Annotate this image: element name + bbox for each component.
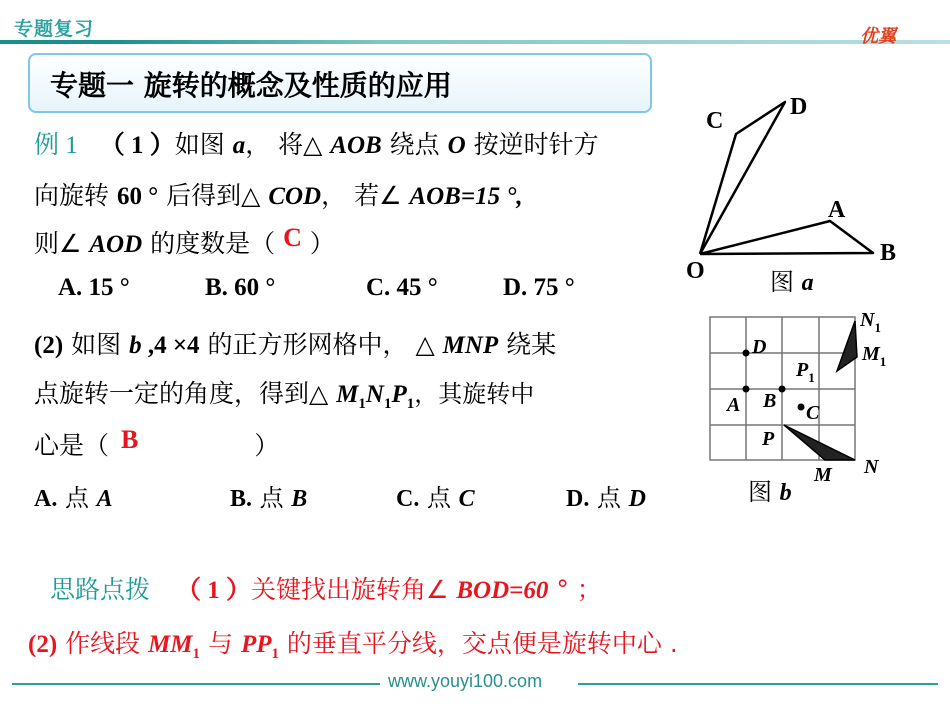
hint-num: (2) xyxy=(28,631,58,658)
q2-line-3 xyxy=(34,426,279,462)
q1-line-3 xyxy=(34,224,335,260)
footer-rule-right xyxy=(578,683,938,685)
fig-b-caption xyxy=(748,472,792,507)
q1-text: 如图 xyxy=(174,130,233,159)
q2-option-d xyxy=(566,478,646,513)
triangle-m1n1p1 xyxy=(837,321,857,371)
sub: 1 xyxy=(383,396,392,412)
q1-text: 按逆时针方 xyxy=(465,130,599,159)
header-rule xyxy=(0,40,950,44)
hint-text: 作线段 xyxy=(57,629,149,658)
sub: 1 xyxy=(358,396,366,412)
q1-text: 向旋转 xyxy=(34,181,117,210)
opt-prefix: B. xyxy=(230,486,253,512)
fig-a-label-d: D xyxy=(790,94,808,120)
fig-b-label-a: A xyxy=(727,394,741,416)
logo-text: 优翼 xyxy=(860,26,896,47)
q1-tri2: COD xyxy=(268,183,322,210)
q2-m: M xyxy=(336,381,359,408)
q2-num: (2) xyxy=(34,332,64,359)
q2-text: ） xyxy=(254,431,280,460)
opt-letter: A xyxy=(96,486,113,512)
fig-a-label-a: A xyxy=(828,197,846,223)
q1-option-b: B. 60 ° xyxy=(205,274,276,301)
q2-text: ，其旋转中 xyxy=(414,380,535,408)
opt-letter: C xyxy=(458,486,475,512)
q1-fig: a xyxy=(232,132,246,159)
q1-label: 例 1 xyxy=(34,132,78,159)
fig-b-label-d: D xyxy=(752,336,767,358)
label-text: M xyxy=(862,343,880,365)
footer-rule-left xyxy=(12,683,380,685)
q1-text: ， 将△ xyxy=(245,130,331,159)
q2-text: 的正方形网格中， △ xyxy=(199,330,443,359)
point-b-dot xyxy=(779,386,786,393)
q2-line-1 xyxy=(34,325,556,361)
fig-b-label-b: B xyxy=(763,390,777,412)
point-d-dot xyxy=(743,350,750,357)
hint-text: ° ； xyxy=(548,575,602,604)
point-c-dot xyxy=(798,404,805,411)
q1-angle: AOB=15 °, xyxy=(409,183,523,210)
q2-tri: MNP xyxy=(442,332,499,359)
hint-text: 的垂直平分线，交点便是旋转中心 . xyxy=(278,629,678,658)
fig-a-label-c: C xyxy=(706,108,724,134)
q1-line-2 xyxy=(34,176,523,212)
opt-word: 点 xyxy=(259,484,284,512)
q2-fig: b xyxy=(129,332,142,359)
q1-option-a: A. 15 ° xyxy=(58,274,130,301)
opt-word: 点 xyxy=(596,484,621,512)
q2-text: 如图 xyxy=(63,330,130,359)
hint-angle: BOD=60 xyxy=(456,577,549,604)
fig-b-label-n: N xyxy=(864,456,879,478)
caption-text: 图 xyxy=(748,478,772,506)
hint-text: 与 xyxy=(200,629,241,658)
fig-b-label-p: P xyxy=(762,428,775,450)
sub: 1 xyxy=(271,646,279,662)
opt-prefix: D. xyxy=(566,486,590,512)
q1-deg: 60 ° xyxy=(116,183,159,210)
q2-n: N xyxy=(365,381,384,408)
q2-answer: B xyxy=(120,425,139,454)
opt-word: 点 xyxy=(426,484,451,512)
sub: 1 xyxy=(406,396,415,412)
fig-b-label-c: C xyxy=(806,402,820,424)
q2-text: 点旋转一定的角度，得到△ xyxy=(34,379,337,408)
fig-a-caption xyxy=(770,262,814,297)
caption-fig: b xyxy=(779,480,792,506)
q1-text: 后得到△ xyxy=(158,181,269,210)
q1-point: O xyxy=(447,132,466,159)
q1-text: ， 若∠ xyxy=(321,181,410,210)
opt-letter: B xyxy=(291,486,308,512)
opt-word: 点 xyxy=(64,484,89,512)
q1-text: 的度数是（ xyxy=(142,229,276,258)
fig-b-label-m: M xyxy=(814,464,832,486)
hint-mm: MM xyxy=(148,631,193,658)
sub: 1 xyxy=(879,354,887,369)
sub: 1 xyxy=(192,646,201,662)
q1-answer: C xyxy=(283,223,302,252)
opt-letter: D xyxy=(628,486,646,512)
hint-pp: PP xyxy=(240,631,272,658)
q2-option-a xyxy=(34,478,113,513)
q1-text: 绕点 xyxy=(381,130,448,159)
q1-num: （ 1 ） xyxy=(99,132,175,159)
header-section-label: 专题复习 xyxy=(14,18,95,40)
q2-option-c xyxy=(396,478,475,513)
q2-line-2 xyxy=(34,374,534,413)
hint-line-1 xyxy=(50,570,602,606)
caption-text: 图 xyxy=(770,268,794,296)
footer-url[interactable]: www.youyi100.com xyxy=(388,671,543,691)
fig-a-label-b: B xyxy=(880,240,897,266)
q1-line-1 xyxy=(34,125,599,161)
opt-prefix: A. xyxy=(34,486,58,512)
q1-ang2: AOD xyxy=(89,231,143,258)
hint-label: 思路点拨 xyxy=(50,575,151,604)
page-title: 专题一 旋转的概念及性质的应用 xyxy=(50,69,452,102)
segment-oa-ab-bo xyxy=(700,221,873,254)
label-text: P xyxy=(796,359,809,381)
q2-option-b xyxy=(230,478,307,513)
fig-b-label-m1 xyxy=(862,343,886,370)
q1-text: 则∠ xyxy=(34,229,90,258)
q1-text: ） xyxy=(301,229,335,258)
point-a-dot xyxy=(743,386,750,393)
q1-option-d: D. 75 ° xyxy=(503,274,575,301)
sub: 1 xyxy=(874,320,881,335)
q2-text: 心是（ xyxy=(34,431,110,460)
hint-num: （ 1 ） xyxy=(175,577,251,604)
hint-text: 关键找出旋转角∠ xyxy=(250,575,457,604)
q2-text: 绕某 xyxy=(498,330,557,359)
fig-b-label-p1 xyxy=(796,359,815,386)
header-logo xyxy=(860,22,896,48)
q1-option-c: C. 45 ° xyxy=(366,274,438,301)
opt-prefix: C. xyxy=(396,486,420,512)
q1-tri1: AOB xyxy=(330,132,382,159)
caption-fig: a xyxy=(801,270,814,296)
sub: 1 xyxy=(808,370,815,385)
hint-line-2 xyxy=(28,624,678,663)
fig-b-label-n1 xyxy=(860,309,881,336)
label-text: N xyxy=(860,309,875,331)
fig-a-label-o: O xyxy=(686,258,705,284)
q2-grid: ,4 ×4 xyxy=(141,332,200,359)
q2-p: P xyxy=(391,381,407,408)
